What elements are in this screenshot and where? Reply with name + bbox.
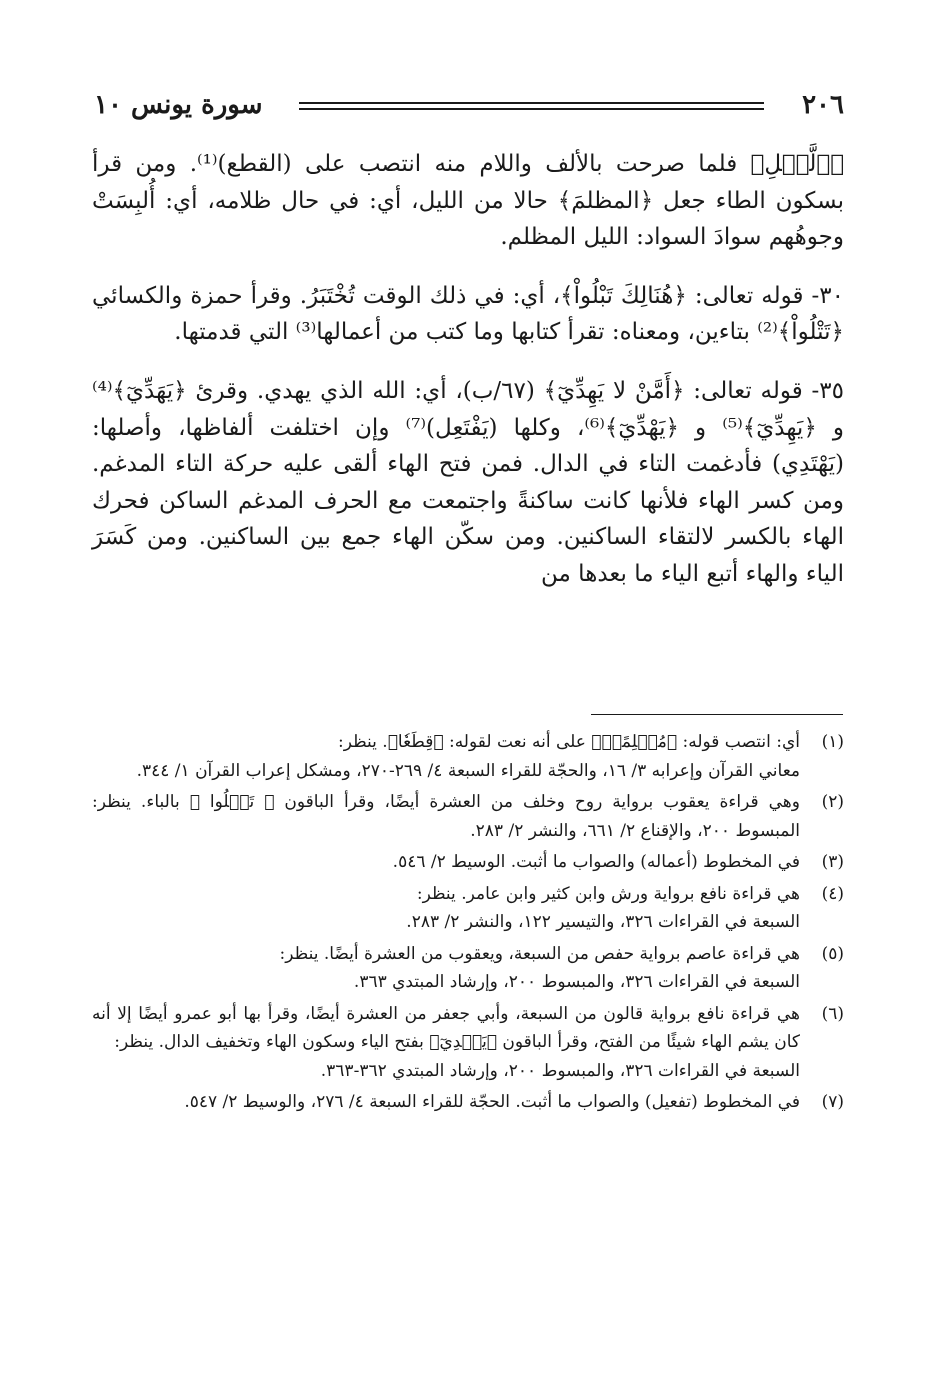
- footnote-3: [92, 848, 844, 877]
- footnote-line: أي: انتصب قوله: ﴿مُظۡلِمًاۚ﴾ على أنه نعت لقوله: ﴿قِطَعٗا﴾. ينظر:: [337, 732, 800, 752]
- footnote-line: في المخطوط (أعماله) والصواب ما أثبت. الوسيط ٢/ ٥٤٦.: [392, 852, 800, 872]
- footnote-text: [92, 788, 800, 845]
- footnote-line: وهي قراءة يعقوب برواية روح وخلف من العشرة أيضًا، وقرأ الباقون ﴿ تَبۡلُوا ﴾ بالباء. ينظر: المبسوط ٢٠٠، والإقناع ٢/ ٦٦١، والنشر ٢/ ٢٨٣.: [92, 792, 800, 841]
- main-text: [92, 146, 844, 593]
- footnote-4: [92, 880, 844, 937]
- page-number: ٢٠٦: [802, 90, 844, 120]
- footnote-separator: [591, 714, 843, 715]
- footnote-number: (٤): [821, 883, 844, 904]
- footnote-number: (٣): [821, 852, 844, 872]
- footnote-text: [92, 848, 800, 877]
- footnote-text: [92, 880, 800, 937]
- footnote-text: [92, 940, 800, 997]
- footnotes: [92, 728, 844, 1120]
- footnote-line: السبعة في القراءات ٣٢٦، والتيسير ١٢٢، والنشر ٢/ ٢٨٣.: [406, 912, 800, 932]
- footnote-7: [92, 1088, 844, 1117]
- footnote-text: [92, 1000, 800, 1086]
- footnote-text: [92, 728, 800, 785]
- footnote-line: هي قراءة نافع برواية قالون من السبعة، وأبي جعفر من العشرة أيضًا، وقرأ بها أبو عمرو أيضًا إلا أنه كان يشم الهاء شيئًا من الفتح، وقرأ الباقون ﴿يَهۡدِيٓ﴾ بفتح الياء وسكون الهاء وتخفيف الدال. ينظر:: [92, 1003, 800, 1052]
- header-double-rule: [299, 102, 764, 110]
- footnote-6: [92, 1000, 844, 1086]
- footnote-line: في المخطوط (تفعيل) والصواب ما أثبت. الحجّة للقراء السبعة ٤/ ٢٧٦، والوسيط ٢/ ٥٤٧.: [184, 1092, 800, 1112]
- footnote-number: (١): [821, 732, 844, 752]
- footnote-2: [92, 788, 844, 845]
- footnote-line: معاني القرآن وإعرابه ٣/ ١٦، والحجّة للقراء السبعة ٤/ ٢٦٩-٢٧٠، ومشكل إعراب القرآن ١/ ٣٤٤.: [136, 760, 800, 781]
- running-header: [94, 88, 844, 128]
- footnote-text: [92, 1088, 800, 1117]
- paragraph-1: ﴿ٱلَّيۡلِ﴾ فلما صرحت بالألف واللام منه انتصب على (القطع)⁽¹⁾. ومن قرأ بسكون الطاء جعل ﴿المظلمَ﴾ حالا من الليل، أي: في حال ظلامه، أي: أُلبِسَتْ وجوهُهم سوادَ السواد: الليل المظلم.: [92, 151, 844, 251]
- footnote-number: (٥): [821, 943, 844, 964]
- paragraph-2: ٣٠- قوله تعالى: ﴿هُنَالِكَ تَبْلُواْ﴾، أي: في ذلك الوقت تُخْتَبَرُ. وقرأ حمزة والكسائي ﴿تَتْلُواْ﴾⁽²⁾ بتاءين، ومعناه: تقرأ كتابها وما كتب من أعمالها⁽³⁾ التي قدمتها.: [92, 282, 844, 346]
- footnote-line: السبعة في القراءات ٣٢٦، والمبسوط ٢٠٠، وإرشاد المبتدي ٣٦٣.: [353, 972, 800, 992]
- paragraph-3: ٣٥- قوله تعالى: ﴿أَمَّنْ لا يَهِدِّيٓ﴾ (٦٧/ب)، أي: الله الذي يهدي. وقرئ ﴿يَهَدِّيٓ﴾⁽⁴⁾ و ﴿يَهِدِّيٓ﴾⁽⁵⁾ و ﴿يَهْدِّيٓ﴾⁽⁶⁾، وكلها (يَفْتَعِل)⁽⁷⁾ وإن اختلفت ألفاظها، وأصلها: (يَهْتَدِي) فأدغمت التاء في الدال. فمن فتح الهاء ألقى عليه حركة التاء المدغم. ومن كسر الهاء فلأنها كانت ساكنةً واجتمعت مع الحرف المدغم الساكن فحرك الهاء بالكسر لالتقاء الساكنين. ومن سكّن الهاء جمع بين الساكنين. ومن كَسَرَ الياء والهاء أتبع الياء ما بعدها من: [92, 377, 845, 587]
- footnote-5: [92, 940, 844, 997]
- surah-title: سورة يونس ١٠: [94, 90, 263, 120]
- footnote-line: هي قراءة نافع برواية ورش وابن كثير وابن عامر. ينظر:: [416, 883, 800, 904]
- footnote-number: (٧): [821, 1092, 844, 1112]
- footnote-number: (٦): [821, 1003, 844, 1024]
- footnote-number: (٢): [821, 792, 844, 812]
- footnote-1: [92, 728, 844, 785]
- footnote-line: هي قراءة عاصم برواية حفص من السبعة، ويعقوب من العشرة أيضًا. ينظر:: [279, 943, 800, 964]
- footnote-line: السبعة في القراءات ٣٢٦، والمبسوط ٢٠٠، وإرشاد المبتدي ٣٦٢-٣٦٣.: [320, 1060, 800, 1081]
